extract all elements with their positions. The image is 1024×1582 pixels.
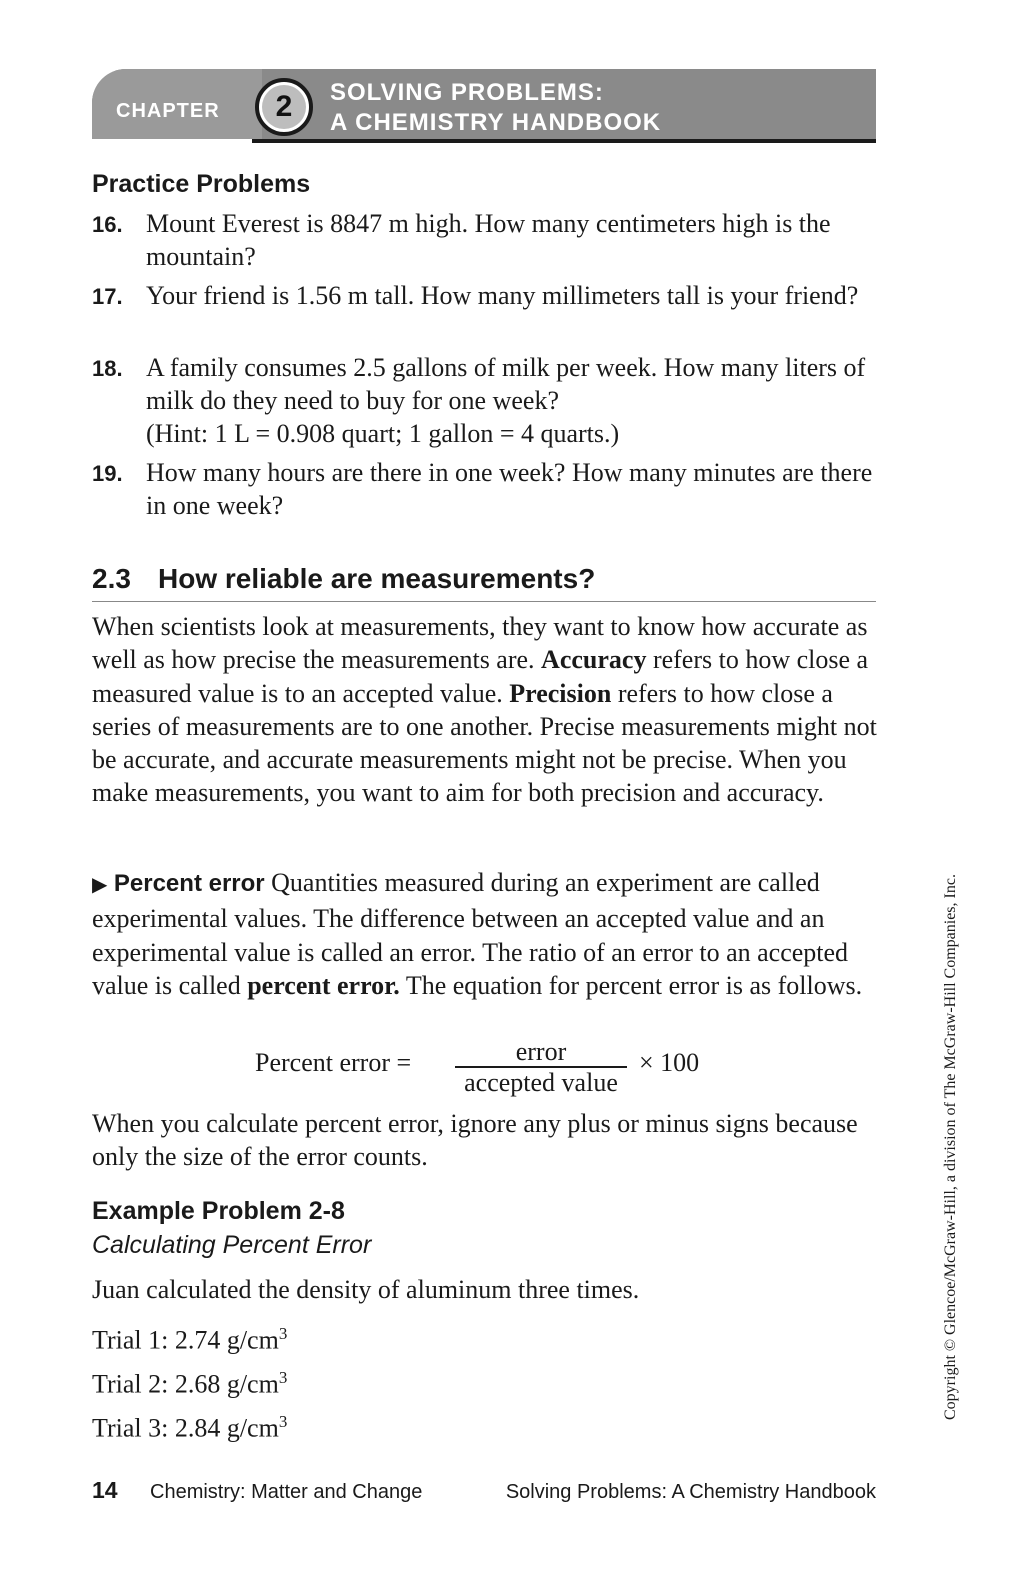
problem-17: [92, 279, 882, 312]
equation-rhs: × 100: [639, 1048, 700, 1077]
problem-hint: (Hint: 1 L = 0.908 quart; 1 gallon = 4 quarts.): [146, 419, 620, 448]
example-title: Example Problem 2-8: [92, 1197, 345, 1225]
trial-3: [92, 1405, 287, 1445]
percent-error-text-2: The equation for percent error is as follows.: [399, 970, 863, 1000]
problem-number: 19.: [92, 461, 123, 486]
practice-problems-heading: Practice Problems: [92, 170, 311, 198]
problem-number: 18.: [92, 356, 123, 381]
percent-error-equation: [255, 1038, 735, 1098]
term-accuracy: Accuracy: [541, 645, 647, 675]
trial-exponent: 3: [278, 1324, 288, 1343]
example-intro: Juan calculated the density of aluminum three times.: [92, 1275, 640, 1304]
intro-text-2: refers to how close a measured value is to an accepted value.: [92, 645, 869, 708]
section-title: How reliable are measurements?: [158, 563, 596, 594]
section-number: 2.3: [92, 563, 131, 594]
trial-label: Trial 2: 2.68 g/cm: [92, 1369, 279, 1399]
intro-text-1: When scientists look at measurements, they want to know how accurate as well as how precise the measurements are.: [92, 612, 868, 675]
chapter-banner: [92, 69, 876, 143]
copyright-notice: Copyright © Glencoe/McGraw-Hill, a division of The McGraw-Hill Companies, Inc.: [942, 874, 959, 1420]
problem-number: 17.: [92, 284, 123, 309]
trial-exponent: 3: [278, 1412, 288, 1431]
footer-section-title: Solving Problems: A Chemistry Handbook: [505, 1481, 876, 1503]
percent-error-text-1: Quantities measured during an experiment are called experimental values. The difference between an accepted value and an experimental value is called an error. The ratio of an error to an accepted value is called: [92, 868, 849, 1000]
problem-16: [92, 207, 882, 273]
equation-denominator: accepted value: [464, 1068, 618, 1097]
footer-book-title: Chemistry: Matter and Change: [150, 1481, 423, 1503]
term-precision: Precision: [509, 678, 612, 708]
sign-note-paragraph: When you calculate percent error, ignore any plus or minus signs because only the size of the error counts.: [92, 1109, 858, 1172]
equation-lhs: Percent error =: [255, 1048, 412, 1077]
percent-error-paragraph: [92, 866, 882, 1002]
chapter-title-line1: SOLVING PROBLEMS:: [330, 79, 604, 106]
term-percent-error: percent error.: [247, 970, 400, 1000]
trial-1: [92, 1317, 287, 1357]
trial-label: Trial 1: 2.74 g/cm: [92, 1325, 279, 1355]
banner-underline: [252, 139, 876, 143]
chapter-title: [330, 78, 661, 138]
intro-paragraph: [92, 610, 882, 810]
page-number: 14: [92, 1477, 118, 1503]
page-footer: [92, 1477, 876, 1507]
equation-fraction: [453, 1038, 629, 1098]
problem-18: [92, 351, 882, 450]
chapter-number-badge: [255, 78, 313, 136]
trial-2: [92, 1361, 287, 1401]
chapter-label: CHAPTER: [116, 100, 220, 122]
example-subtitle: Calculating Percent Error: [92, 1231, 372, 1259]
problem-text: Mount Everest is 8847 m high. How many centimeters high is the mountain?: [146, 209, 831, 271]
chapter-number: 2: [262, 85, 306, 129]
problem-number: 16.: [92, 212, 123, 237]
problem-text: A family consumes 2.5 gallons of milk per week. How many liters of milk do they need to buy for one week?: [146, 353, 866, 415]
problem-text: How many hours are there in one week? How many minutes are there in one week?: [146, 458, 873, 520]
trial-label: Trial 3: 2.84 g/cm: [92, 1413, 279, 1443]
play-arrow-icon: ▶: [92, 874, 108, 896]
section-heading: [92, 563, 876, 602]
problem-19: [92, 456, 882, 522]
chapter-title-line2: A CHEMISTRY HANDBOOK: [330, 109, 662, 136]
intro-text-3: refers to how close a series of measurements are to one another. Precise measurements might not be accurate, and accurate measurements might not be precise. When you make measurements, you want to aim for both precision and accuracy.: [92, 678, 877, 808]
equation-numerator: error: [515, 1037, 567, 1066]
percent-error-subhead: Percent error: [113, 870, 265, 897]
problem-text: Your friend is 1.56 m tall. How many millimeters tall is your friend?: [146, 281, 859, 310]
trial-exponent: 3: [278, 1368, 288, 1387]
